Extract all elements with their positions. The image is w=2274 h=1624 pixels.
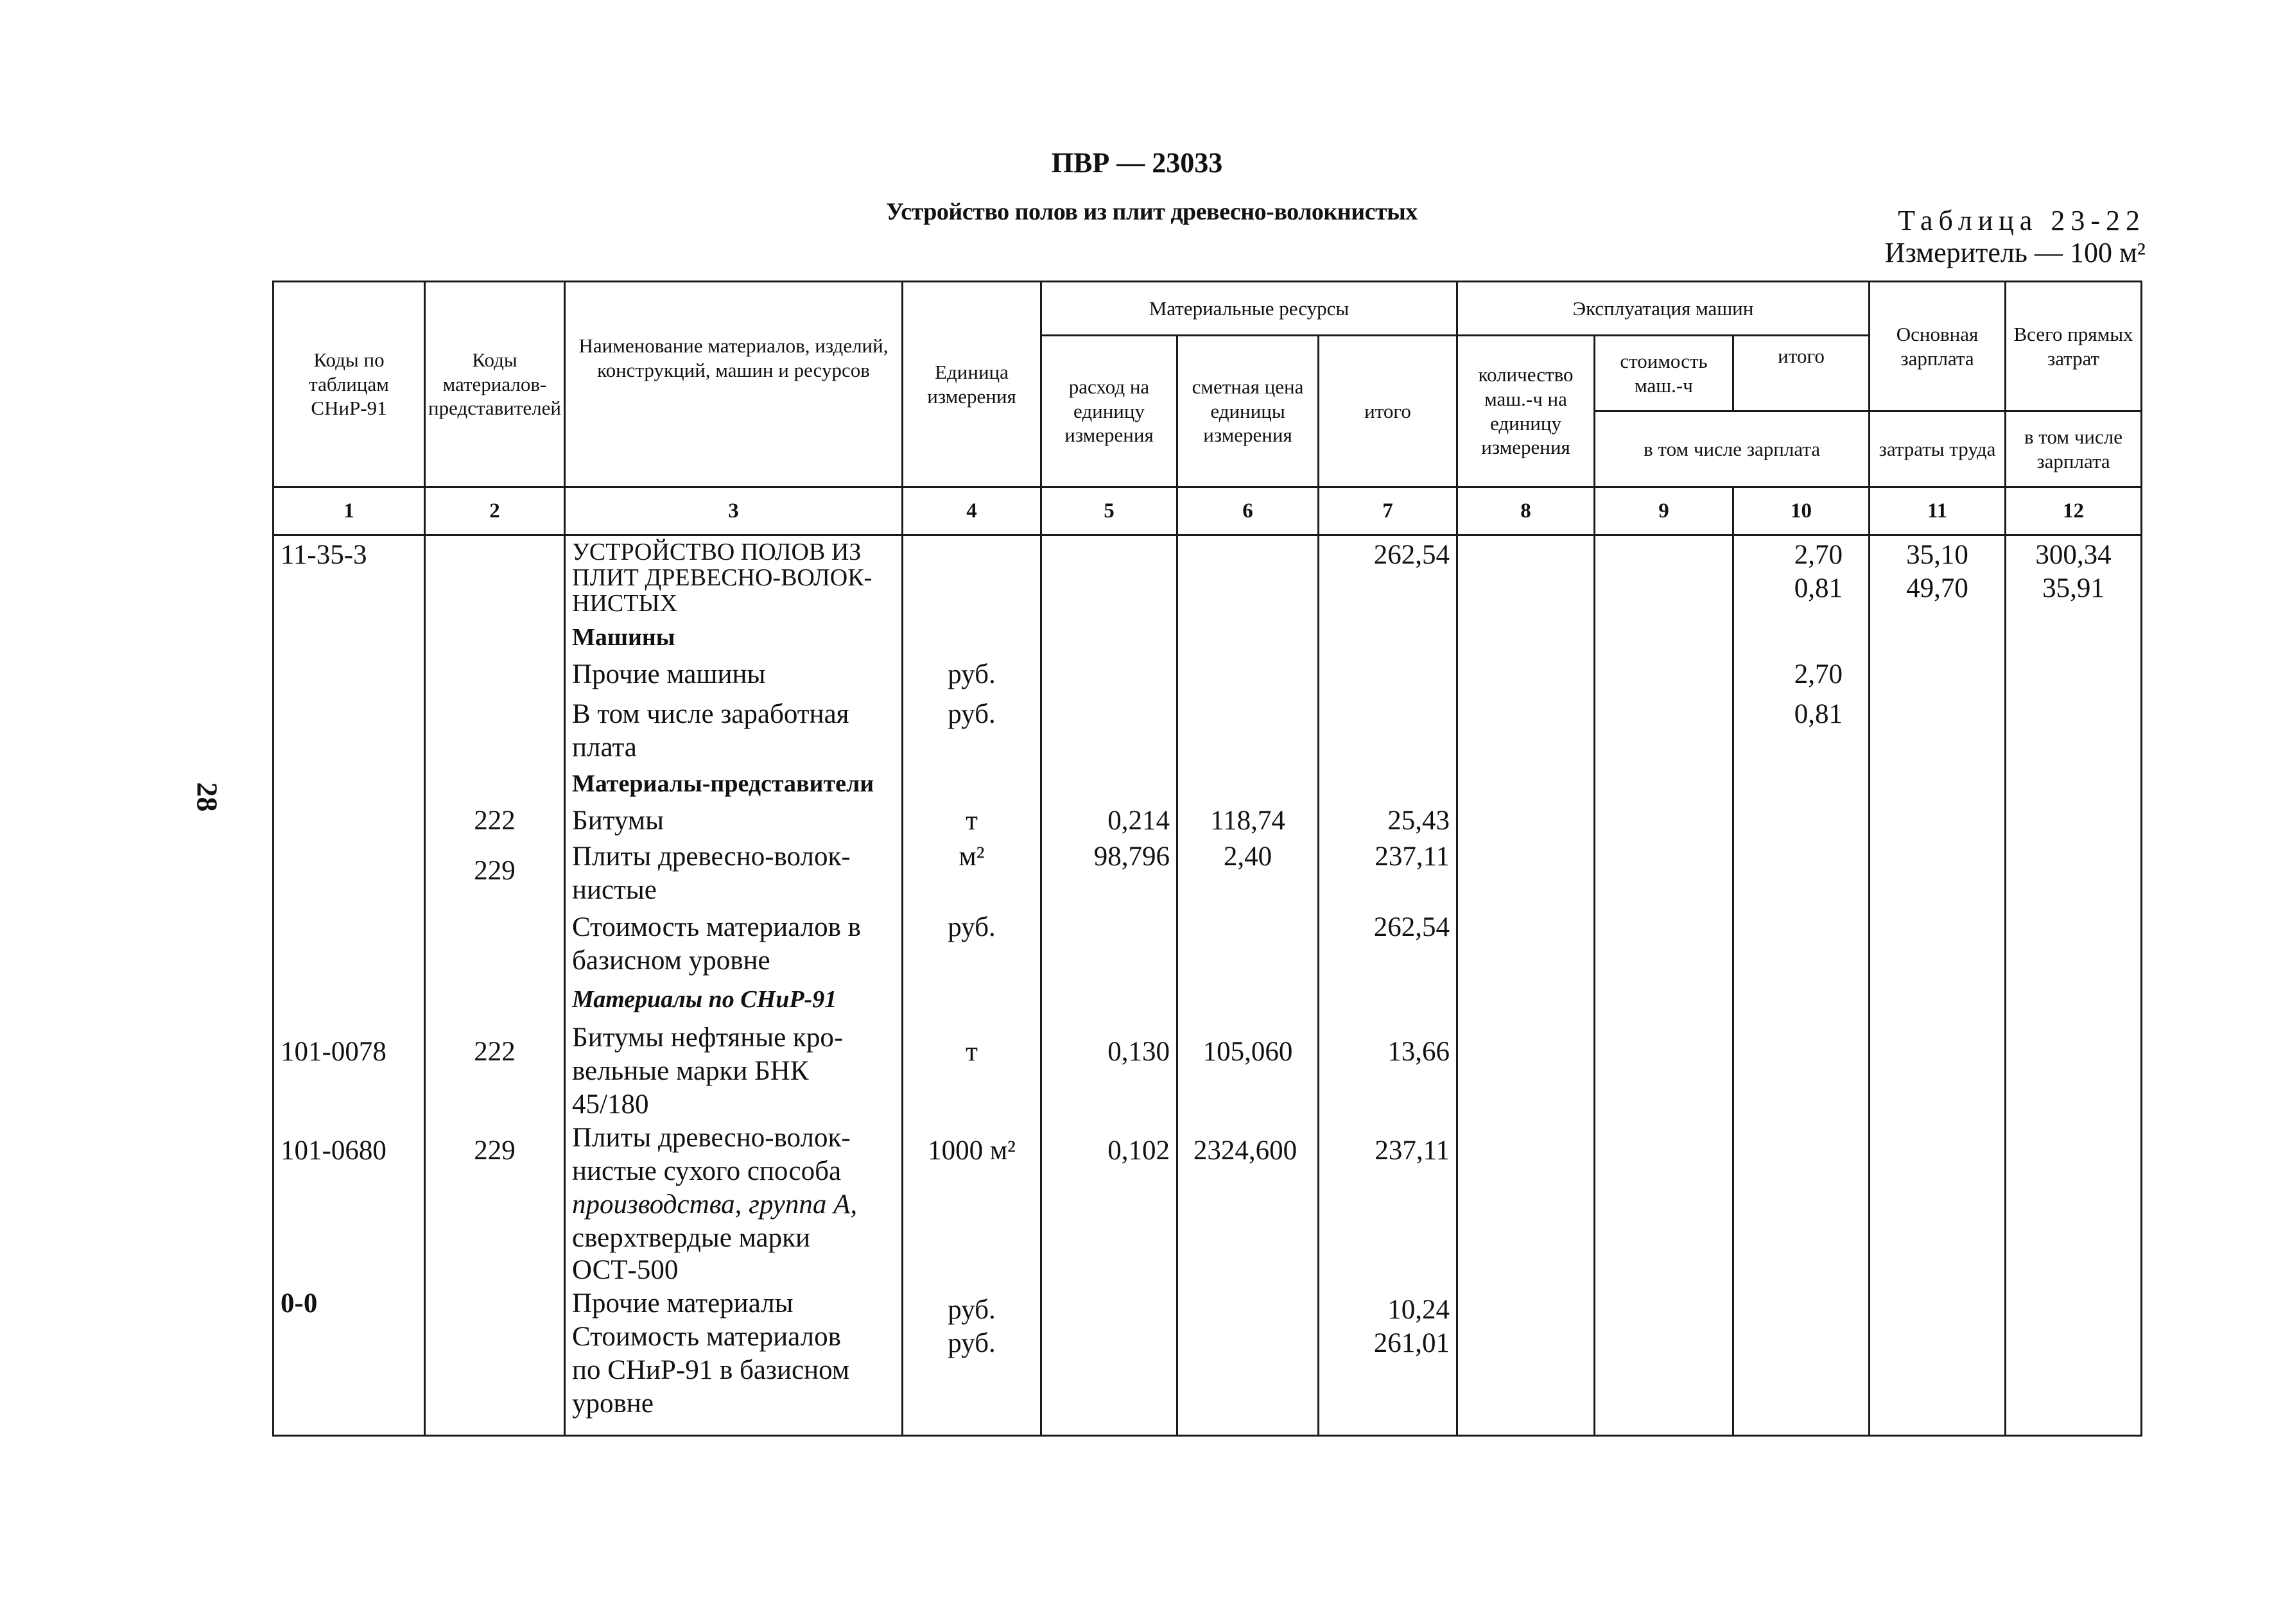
plates-name-line-2: нистые — [572, 875, 657, 905]
page-number: 28 — [191, 782, 224, 812]
col-head-10: итого — [1733, 336, 1870, 411]
plates-rate: 98,796 — [1093, 842, 1170, 872]
bitumen-price: 118,74 — [1210, 806, 1285, 836]
work-labor: 49,70 — [1906, 573, 1968, 603]
other-materials-total: 10,24 — [1387, 1295, 1450, 1325]
section-representatives: Материалы-представители — [572, 770, 874, 797]
snir-cost-total: 261,01 — [1373, 1328, 1450, 1358]
snir-plates-line-3: производства, группа А, — [572, 1189, 858, 1220]
col-11-cell — [1870, 535, 2006, 1436]
wage-total: 0,81 — [1794, 699, 1843, 729]
col-8-cell — [1457, 535, 1595, 1436]
rep-cost-line-1: Стоимость материалов в — [572, 912, 861, 942]
bitumen-name: Битумы — [572, 806, 664, 836]
other-machines-unit: руб. — [948, 659, 996, 689]
snir-bitumen-rate: 0,130 — [1107, 1037, 1170, 1067]
work-direct-wage: 35,91 — [2042, 573, 2105, 603]
col-6-cell — [1177, 535, 1319, 1436]
col-head-9-10-sub: в том числе зарплата — [1595, 411, 1870, 487]
col-number: 5 — [1041, 487, 1177, 535]
col-head-2: Коды материалов-представителей — [425, 282, 565, 487]
work-direct-total: 300,34 — [2035, 540, 2112, 570]
col-head-5: расход на единицу измерения — [1041, 336, 1177, 487]
col-head-11-sub: затраты труда — [1870, 411, 2006, 487]
col-2-cell — [425, 535, 565, 1436]
col-10-cell — [1733, 535, 1870, 1436]
col-3-cell — [565, 535, 903, 1436]
document-code: ПВР — 23033 — [1051, 147, 1223, 178]
snir-bitumen-rep-code: 222 — [474, 1037, 516, 1067]
snir-cost-line-2: по СНиР-91 в базисном — [572, 1355, 849, 1385]
snir-plates-line-4: сверхтвердые марки — [572, 1223, 811, 1253]
col-head-12-sub: в том числе зарплата — [2006, 411, 2142, 487]
snir-cost-line-3: уровне — [572, 1388, 654, 1419]
col-head-1: Коды по таблицам СНиР-91 — [273, 282, 425, 487]
plates-total: 237,11 — [1375, 842, 1450, 872]
rep-cost-total: 262,54 — [1373, 912, 1450, 942]
col-head-8: количество маш.-ч на единицу измерения — [1457, 336, 1595, 487]
col-4-cell — [903, 535, 1041, 1436]
rep-cost-unit: руб. — [948, 912, 996, 942]
other-materials-unit: руб. — [948, 1295, 996, 1325]
snir-bitumen-price: 105,060 — [1202, 1037, 1293, 1067]
other-code: 0-0 — [281, 1288, 318, 1318]
col-7-cell — [1319, 535, 1457, 1436]
work-machines-total: 2,70 — [1794, 540, 1843, 570]
work-code: 11-35-3 — [281, 540, 367, 570]
col-number: 8 — [1457, 487, 1595, 535]
col-head-6: сметная цена единицы измерения — [1177, 336, 1319, 487]
col-9-cell — [1595, 535, 1733, 1436]
col-head-11: Основная зарплата — [1870, 282, 2006, 411]
col-number: 9 — [1595, 487, 1733, 535]
col-number: 4 — [903, 487, 1041, 535]
plates-code: 229 — [474, 856, 516, 886]
column-number-row — [273, 487, 2142, 535]
snir-plates-price: 2324,600 — [1193, 1136, 1298, 1166]
col-1-cell — [273, 535, 425, 1436]
wage-name-line-1: В том числе заработная — [572, 699, 849, 729]
work-machines-wage: 0,81 — [1794, 573, 1843, 603]
col-head-3: Наименование материалов, изделий, конструкций, машин и ресурсов — [565, 282, 903, 487]
snir-plates-unit: 1000 м² — [928, 1136, 1016, 1166]
snir-bitumen-unit: т — [966, 1037, 978, 1067]
snir-plates-rate: 0,102 — [1107, 1136, 1170, 1166]
col-number: 2 — [425, 487, 565, 535]
bitumen-unit: т — [966, 806, 978, 836]
table-body-row — [273, 535, 2142, 1436]
wage-unit: руб. — [948, 699, 996, 729]
work-name-line-1: УСТРОЙСТВО ПОЛОВ ИЗ — [572, 539, 862, 566]
col-number: 7 — [1319, 487, 1457, 535]
other-materials-name: Прочие материалы — [572, 1288, 794, 1318]
plates-name-line-1: Плиты древесно-волок- — [572, 842, 851, 872]
document-title: Устройство полов из плит древесно-волокнистых — [886, 198, 1418, 225]
snir-plates-rep-code: 229 — [474, 1136, 516, 1166]
work-name-line-2: ПЛИТ ДРЕВЕСНО-ВОЛОК- — [572, 564, 872, 591]
col-number: 10 — [1733, 487, 1870, 535]
resource-table — [272, 281, 2142, 1437]
plates-price: 2,40 — [1223, 842, 1272, 872]
snir-plates-code: 101-0680 — [281, 1136, 386, 1166]
work-total: 262,54 — [1373, 540, 1450, 570]
snir-plates-line-5: ОСТ-500 — [572, 1255, 679, 1285]
snir-plates-line-1: Плиты древесно-волок- — [572, 1123, 851, 1153]
col-head-4: Единица измерения — [903, 282, 1041, 487]
bitumen-total: 25,43 — [1387, 806, 1450, 836]
col-12-cell — [2006, 535, 2142, 1436]
snir-plates-line-2: нистые сухого способа — [572, 1156, 842, 1186]
col-number: 12 — [2006, 487, 2142, 535]
work-name-line-3: НИСТЫХ — [572, 590, 678, 617]
col-head-9: стоимость маш.-ч — [1595, 336, 1733, 411]
snir-plates-total: 237,11 — [1375, 1136, 1450, 1166]
col-number: 11 — [1870, 487, 2006, 535]
rep-cost-line-2: базисном уровне — [572, 946, 770, 976]
other-machines-name: Прочие машины — [572, 659, 766, 689]
bitumen-code: 222 — [474, 806, 516, 836]
section-machines: Машины — [572, 624, 675, 651]
snir-cost-line-1: Стоимость материалов — [572, 1322, 841, 1352]
group-head-machines: Эксплуатация машин — [1457, 282, 1870, 336]
snir-bitumen-line-1: Битумы нефтяные кро- — [572, 1023, 844, 1053]
col-head-7: итого — [1319, 336, 1457, 487]
snir-bitumen-line-3: 45/180 — [572, 1089, 649, 1119]
wage-name-line-2: плата — [572, 732, 637, 763]
plates-unit: м² — [959, 842, 985, 872]
snir-bitumen-line-2: вельные марки БНК — [572, 1056, 809, 1086]
col-number: 1 — [273, 487, 425, 535]
snir-cost-unit: руб. — [948, 1328, 996, 1358]
col-head-12: Всего прямых затрат — [2006, 282, 2142, 411]
other-machines-total: 2,70 — [1794, 659, 1843, 689]
work-wage: 35,10 — [1906, 540, 1968, 570]
section-snir: Материалы по СНиР-91 — [572, 986, 837, 1013]
col-5-cell — [1041, 535, 1177, 1436]
snir-bitumen-total: 13,66 — [1387, 1037, 1450, 1067]
snir-bitumen-code: 101-0078 — [281, 1037, 386, 1067]
group-head-materials: Материальные ресурсы — [1041, 282, 1457, 336]
col-number: 6 — [1177, 487, 1319, 535]
table-number: Таблица 23-22 — [1898, 205, 2146, 236]
bitumen-rate: 0,214 — [1107, 806, 1170, 836]
col-number: 3 — [565, 487, 903, 535]
measure-unit: Измеритель — 100 м² — [1884, 237, 2146, 268]
